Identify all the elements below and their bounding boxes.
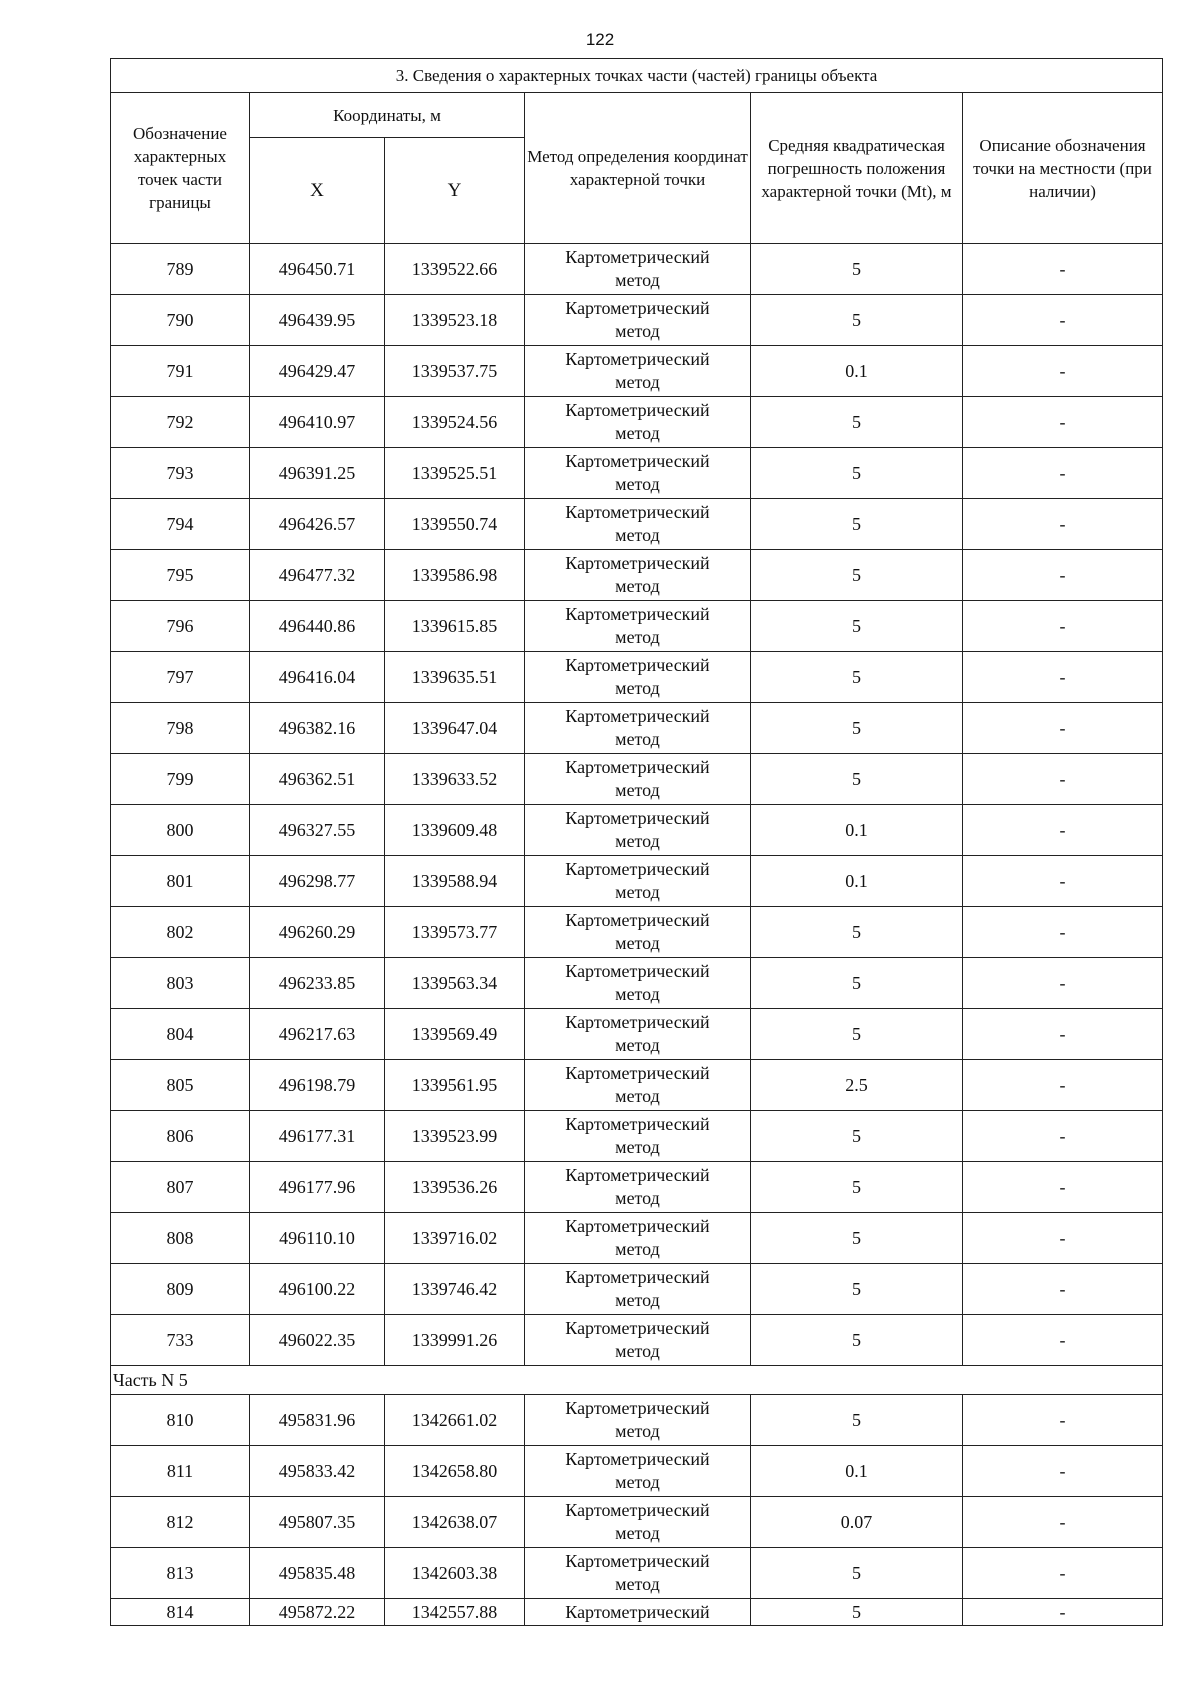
method-cell: [525, 1111, 751, 1162]
error-cell: 0.1: [751, 856, 963, 907]
header-error: Средняя квадратическая погрешность положения характерной точки (Mt), м: [751, 93, 963, 244]
description-cell: -: [963, 550, 1163, 601]
description-cell: -: [963, 652, 1163, 703]
point-id-cell: 789: [111, 244, 250, 295]
error-cell: 5: [751, 499, 963, 550]
method-line-2: метод: [615, 1341, 660, 1361]
y-coordinate-cell: 1342603.38: [385, 1548, 525, 1599]
method-line-2: метод: [615, 1188, 660, 1208]
y-coordinate-cell: 1339991.26: [385, 1315, 525, 1366]
method-line-1: Картометрический: [565, 451, 710, 471]
method-line-1: Картометрический: [565, 1398, 710, 1418]
error-cell: 5: [751, 1162, 963, 1213]
method-cell: [525, 1264, 751, 1315]
x-coordinate-cell: 496177.96: [250, 1162, 385, 1213]
method-line-1: Картометрический: [565, 1012, 710, 1032]
description-cell: -: [963, 754, 1163, 805]
description-cell: -: [963, 1162, 1163, 1213]
header-designation: Обозначение характерных точек части границы: [111, 93, 250, 244]
method-line-1: Картометрический: [565, 1500, 710, 1520]
x-coordinate-cell: 496440.86: [250, 601, 385, 652]
table-row: [111, 805, 1163, 856]
method-line-1: Картометрический: [565, 1114, 710, 1134]
error-cell: 5: [751, 601, 963, 652]
description-cell: -: [963, 1264, 1163, 1315]
method-line-1: Картометрический: [565, 298, 710, 318]
method-cell: [525, 295, 751, 346]
method-cell: [525, 1548, 751, 1599]
header-y: Y: [385, 138, 525, 244]
point-id-cell: 800: [111, 805, 250, 856]
method-line-2: метод: [615, 1239, 660, 1259]
x-coordinate-cell: 496426.57: [250, 499, 385, 550]
method-cell: [525, 907, 751, 958]
method-line-2: метод: [615, 1574, 660, 1594]
x-coordinate-cell: 496198.79: [250, 1060, 385, 1111]
method-line-2: метод: [615, 1523, 660, 1543]
error-cell: 5: [751, 244, 963, 295]
point-id-cell: 791: [111, 346, 250, 397]
method-line-1: Картометрический: [565, 1449, 710, 1469]
method-cell: [525, 1162, 751, 1213]
y-coordinate-cell: 1339524.56: [385, 397, 525, 448]
point-id-cell: 806: [111, 1111, 250, 1162]
method-line-1: Картометрический: [565, 349, 710, 369]
method-line-1: Картометрический: [565, 706, 710, 726]
table-row: [111, 856, 1163, 907]
x-coordinate-cell: 495831.96: [250, 1395, 385, 1446]
description-cell: -: [963, 295, 1163, 346]
x-coordinate-cell: 496429.47: [250, 346, 385, 397]
method-cell: [525, 1315, 751, 1366]
table-body: [111, 244, 1163, 1626]
description-cell: -: [963, 1111, 1163, 1162]
y-coordinate-cell: 1339609.48: [385, 805, 525, 856]
table-row: [111, 1213, 1163, 1264]
table-row: [111, 1446, 1163, 1497]
method-line-1: Картометрический: [565, 247, 710, 267]
method-line-2: метод: [615, 1290, 660, 1310]
x-coordinate-cell: 496298.77: [250, 856, 385, 907]
description-cell: -: [963, 601, 1163, 652]
header-method: Метод определения координат характерной точки: [525, 93, 751, 244]
method-line-2: метод: [615, 831, 660, 851]
description-cell: -: [963, 1315, 1163, 1366]
table-row: [111, 1599, 1163, 1626]
y-coordinate-cell: 1342658.80: [385, 1446, 525, 1497]
x-coordinate-cell: 496450.71: [250, 244, 385, 295]
method-line-2: метод: [615, 1472, 660, 1492]
point-id-cell: 803: [111, 958, 250, 1009]
x-coordinate-cell: 496022.35: [250, 1315, 385, 1366]
table-row: [111, 652, 1163, 703]
table-row: [111, 1264, 1163, 1315]
point-id-cell: 813: [111, 1548, 250, 1599]
method-cell: [525, 1395, 751, 1446]
error-cell: 5: [751, 1111, 963, 1162]
description-cell: -: [963, 499, 1163, 550]
table-row: [111, 601, 1163, 652]
method-line-2: метод: [615, 525, 660, 545]
description-cell: -: [963, 958, 1163, 1009]
y-coordinate-cell: 1339647.04: [385, 703, 525, 754]
method-cell: [525, 958, 751, 1009]
method-line-1: Картометрический: [565, 910, 710, 930]
x-coordinate-cell: 496260.29: [250, 907, 385, 958]
method-line-2: метод: [615, 729, 660, 749]
method-cell: [525, 1213, 751, 1264]
y-coordinate-cell: 1342557.88: [385, 1599, 525, 1626]
table-row: [111, 1315, 1163, 1366]
method-line-1: Картометрический: [565, 961, 710, 981]
method-cell: [525, 856, 751, 907]
table-title: 3. Сведения о характерных точках части (частей) границы объекта: [111, 59, 1163, 93]
y-coordinate-cell: 1339586.98: [385, 550, 525, 601]
description-cell: -: [963, 1548, 1163, 1599]
table-row: [111, 1497, 1163, 1548]
table-header: [111, 59, 1163, 244]
point-id-cell: 811: [111, 1446, 250, 1497]
table-row: [111, 448, 1163, 499]
description-cell: -: [963, 856, 1163, 907]
x-coordinate-cell: 496362.51: [250, 754, 385, 805]
header-description: Описание обозначения точки на местности (при наличии): [963, 93, 1163, 244]
section-row: [111, 1366, 1163, 1395]
table-row: [111, 550, 1163, 601]
point-id-cell: 802: [111, 907, 250, 958]
point-id-cell: 812: [111, 1497, 250, 1548]
description-cell: -: [963, 448, 1163, 499]
method-line-2: метод: [615, 1035, 660, 1055]
method-cell: [525, 754, 751, 805]
table-row: [111, 907, 1163, 958]
method-line-1: Картометрический: [565, 757, 710, 777]
error-cell: 5: [751, 1548, 963, 1599]
error-cell: 0.07: [751, 1497, 963, 1548]
x-coordinate-cell: 496439.95: [250, 295, 385, 346]
method-cell: [525, 448, 751, 499]
point-id-cell: 792: [111, 397, 250, 448]
error-cell: 5: [751, 550, 963, 601]
error-cell: 2.5: [751, 1060, 963, 1111]
point-id-cell: 733: [111, 1315, 250, 1366]
table-row: [111, 499, 1163, 550]
method-line-1: Картометрический: [565, 1601, 710, 1622]
table-row: [111, 397, 1163, 448]
method-line-2: метод: [615, 627, 660, 647]
method-line-1: Картометрический: [565, 1267, 710, 1287]
table-row: [111, 754, 1163, 805]
method-line-1: Картометрический: [565, 1551, 710, 1571]
y-coordinate-cell: 1339537.75: [385, 346, 525, 397]
method-line-1: Картометрический: [565, 1216, 710, 1236]
y-coordinate-cell: 1339746.42: [385, 1264, 525, 1315]
y-coordinate-cell: 1339569.49: [385, 1009, 525, 1060]
error-cell: 0.1: [751, 805, 963, 856]
method-line-1: Картометрический: [565, 859, 710, 879]
point-id-cell: 794: [111, 499, 250, 550]
y-coordinate-cell: 1339525.51: [385, 448, 525, 499]
description-cell: -: [963, 1446, 1163, 1497]
x-coordinate-cell: 496327.55: [250, 805, 385, 856]
table-row: [111, 1060, 1163, 1111]
method-line-2: метод: [615, 1086, 660, 1106]
error-cell: 5: [751, 295, 963, 346]
error-cell: 5: [751, 754, 963, 805]
y-coordinate-cell: 1339573.77: [385, 907, 525, 958]
error-cell: 5: [751, 958, 963, 1009]
method-line-2: метод: [615, 321, 660, 341]
y-coordinate-cell: 1342638.07: [385, 1497, 525, 1548]
y-coordinate-cell: 1339635.51: [385, 652, 525, 703]
method-cell: [525, 346, 751, 397]
point-id-cell: 796: [111, 601, 250, 652]
method-line-2: метод: [615, 423, 660, 443]
point-id-cell: 798: [111, 703, 250, 754]
method-line-1: Картометрический: [565, 502, 710, 522]
method-cell: [525, 1599, 751, 1626]
description-cell: -: [963, 244, 1163, 295]
point-id-cell: 814: [111, 1599, 250, 1626]
method-cell: [525, 244, 751, 295]
description-cell: -: [963, 1060, 1163, 1111]
method-cell: [525, 703, 751, 754]
point-id-cell: 797: [111, 652, 250, 703]
method-line-2: метод: [615, 1421, 660, 1441]
point-id-cell: 807: [111, 1162, 250, 1213]
error-cell: 5: [751, 448, 963, 499]
x-coordinate-cell: 495835.48: [250, 1548, 385, 1599]
method-cell: [525, 601, 751, 652]
x-coordinate-cell: 496177.31: [250, 1111, 385, 1162]
error-cell: 0.1: [751, 1446, 963, 1497]
table-row: [111, 295, 1163, 346]
point-id-cell: 808: [111, 1213, 250, 1264]
method-cell: [525, 397, 751, 448]
error-cell: 5: [751, 1395, 963, 1446]
y-coordinate-cell: 1339536.26: [385, 1162, 525, 1213]
y-coordinate-cell: 1339563.34: [385, 958, 525, 1009]
description-cell: -: [963, 1395, 1163, 1446]
method-line-2: метод: [615, 1137, 660, 1157]
header-coordinates: Координаты, м: [250, 93, 525, 138]
method-cell: [525, 1009, 751, 1060]
error-cell: 5: [751, 1213, 963, 1264]
x-coordinate-cell: 496217.63: [250, 1009, 385, 1060]
method-line-2: метод: [615, 984, 660, 1004]
method-cell: [525, 1060, 751, 1111]
error-cell: 5: [751, 1264, 963, 1315]
x-coordinate-cell: 496382.16: [250, 703, 385, 754]
table-row: [111, 1162, 1163, 1213]
method-line-2: метод: [615, 882, 660, 902]
description-cell: -: [963, 1497, 1163, 1548]
table-row: [111, 703, 1163, 754]
y-coordinate-cell: 1339523.99: [385, 1111, 525, 1162]
y-coordinate-cell: 1339550.74: [385, 499, 525, 550]
method-line-2: метод: [615, 780, 660, 800]
method-cell: [525, 550, 751, 601]
header-x: X: [250, 138, 385, 244]
x-coordinate-cell: 496416.04: [250, 652, 385, 703]
x-coordinate-cell: 496100.22: [250, 1264, 385, 1315]
description-cell: -: [963, 1599, 1163, 1626]
method-line-2: метод: [615, 576, 660, 596]
point-id-cell: 805: [111, 1060, 250, 1111]
table-row: [111, 1111, 1163, 1162]
x-coordinate-cell: 496410.97: [250, 397, 385, 448]
point-id-cell: 793: [111, 448, 250, 499]
table-row: [111, 1548, 1163, 1599]
y-coordinate-cell: 1339561.95: [385, 1060, 525, 1111]
x-coordinate-cell: 496477.32: [250, 550, 385, 601]
y-coordinate-cell: 1339633.52: [385, 754, 525, 805]
method-line-1: Картометрический: [565, 655, 710, 675]
method-cell: [525, 1446, 751, 1497]
table-row: [111, 1395, 1163, 1446]
y-coordinate-cell: 1342661.02: [385, 1395, 525, 1446]
method-line-1: Картометрический: [565, 1165, 710, 1185]
method-line-2: метод: [615, 474, 660, 494]
error-cell: 5: [751, 703, 963, 754]
table-row: [111, 958, 1163, 1009]
y-coordinate-cell: 1339716.02: [385, 1213, 525, 1264]
description-cell: -: [963, 1213, 1163, 1264]
method-line-2: метод: [615, 678, 660, 698]
description-cell: -: [963, 703, 1163, 754]
y-coordinate-cell: 1339522.66: [385, 244, 525, 295]
error-cell: 5: [751, 907, 963, 958]
method-line-1: Картометрический: [565, 808, 710, 828]
y-coordinate-cell: 1339588.94: [385, 856, 525, 907]
error-cell: 0.1: [751, 346, 963, 397]
method-cell: [525, 652, 751, 703]
method-line-2: метод: [615, 270, 660, 290]
x-coordinate-cell: 496391.25: [250, 448, 385, 499]
description-cell: -: [963, 346, 1163, 397]
error-cell: 5: [751, 397, 963, 448]
error-cell: 5: [751, 1009, 963, 1060]
method-cell: [525, 805, 751, 856]
x-coordinate-cell: 496233.85: [250, 958, 385, 1009]
description-cell: -: [963, 1009, 1163, 1060]
method-cell: [525, 499, 751, 550]
points-table: [110, 58, 1163, 1626]
y-coordinate-cell: 1339523.18: [385, 295, 525, 346]
method-line-1: Картометрический: [565, 553, 710, 573]
method-line-2: метод: [615, 372, 660, 392]
description-cell: -: [963, 907, 1163, 958]
method-line-2: метод: [615, 933, 660, 953]
x-coordinate-cell: 495833.42: [250, 1446, 385, 1497]
table-row: [111, 1009, 1163, 1060]
section-label: Часть N 5: [111, 1366, 1163, 1395]
method-cell: [525, 1497, 751, 1548]
y-coordinate-cell: 1339615.85: [385, 601, 525, 652]
point-id-cell: 809: [111, 1264, 250, 1315]
method-line-1: Картометрический: [565, 1318, 710, 1338]
point-id-cell: 804: [111, 1009, 250, 1060]
page-number: 122: [585, 30, 615, 49]
method-line-1: Картометрический: [565, 400, 710, 420]
error-cell: 5: [751, 652, 963, 703]
description-cell: -: [963, 397, 1163, 448]
point-id-cell: 790: [111, 295, 250, 346]
x-coordinate-cell: 495807.35: [250, 1497, 385, 1548]
point-id-cell: 795: [111, 550, 250, 601]
error-cell: 5: [751, 1599, 963, 1626]
x-coordinate-cell: 495872.22: [250, 1599, 385, 1626]
point-id-cell: 799: [111, 754, 250, 805]
description-cell: -: [963, 805, 1163, 856]
point-id-cell: 801: [111, 856, 250, 907]
method-line-1: Картометрический: [565, 1063, 710, 1083]
error-cell: 5: [751, 1315, 963, 1366]
method-line-1: Картометрический: [565, 604, 710, 624]
point-id-cell: 810: [111, 1395, 250, 1446]
x-coordinate-cell: 496110.10: [250, 1213, 385, 1264]
table-row: [111, 244, 1163, 295]
table-row: [111, 346, 1163, 397]
